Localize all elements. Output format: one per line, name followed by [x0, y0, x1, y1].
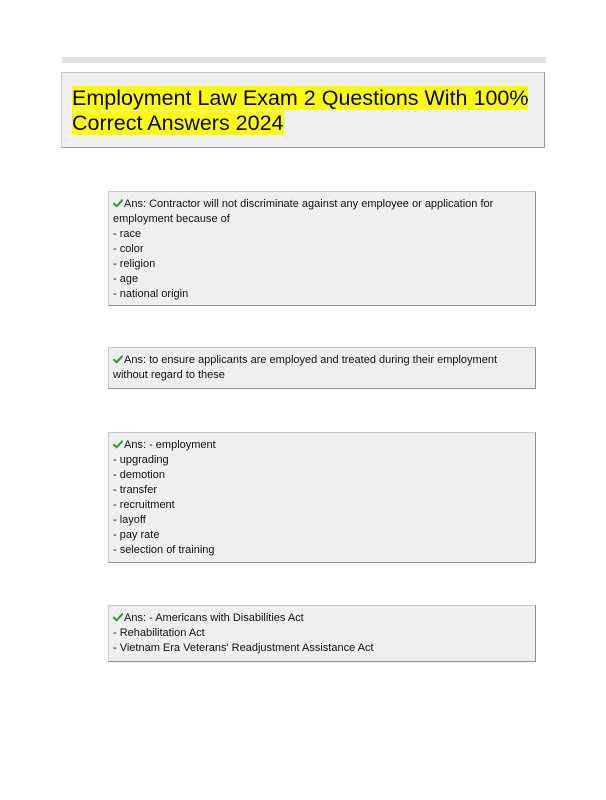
answer-text: Contractor will not discriminate against any employee or application for employment because of	[113, 198, 494, 225]
answer-list-item: - age	[113, 273, 139, 285]
answer-label: Ans:	[124, 198, 147, 210]
answer-list-item: - Vietnam Era Veterans' Readjustment Assistance Act	[113, 642, 374, 654]
answer-list-item: - upgrading	[113, 454, 169, 466]
answer-card-3	[108, 432, 536, 563]
answer-list-item: - race	[113, 228, 142, 240]
answer-list-item: - employment	[149, 439, 216, 451]
answer-card-4	[108, 605, 536, 662]
answer-list-item: - layoff	[113, 514, 146, 526]
answer-list-item: - transfer	[113, 484, 158, 496]
answer-text: to ensure applicants are employed and treated during their employment without regard to these	[113, 354, 498, 381]
answer-card-1	[108, 191, 536, 306]
answer-list-item: - recruitment	[113, 499, 175, 511]
check-icon	[113, 355, 123, 364]
answer-list-item: - Americans with Disabilities Act	[149, 612, 304, 624]
answer-list-item: - national origin	[113, 288, 189, 300]
answer-card-2	[108, 347, 536, 389]
answer-list-item: - Rehabilitation Act	[113, 627, 205, 639]
footer-right-obscured-text	[489, 768, 551, 777]
answer-list-item: - selection of training	[113, 544, 215, 556]
check-icon	[113, 199, 123, 208]
answer-list-item: - pay rate	[113, 529, 160, 541]
footer-left-obscured-text	[58, 768, 122, 777]
answer-label: Ans:	[124, 439, 147, 451]
check-icon	[113, 613, 123, 622]
top-divider	[62, 57, 546, 63]
answer-label: Ans:	[124, 354, 147, 366]
answer-first-line	[113, 438, 527, 453]
title-panel	[61, 72, 545, 148]
answer-list-item: - color	[113, 243, 144, 255]
page-title	[72, 86, 542, 135]
answer-first-line	[113, 611, 527, 626]
answer-list-item: - demotion	[113, 469, 165, 481]
title-highlight: Employment Law Exam 2 Questions With 100% Correct Answers 2024	[72, 86, 529, 135]
answer-label: Ans:	[124, 612, 147, 624]
check-icon	[113, 440, 123, 449]
answer-first-line	[113, 197, 527, 227]
answer-first-line	[113, 353, 527, 383]
answer-list-item: - religion	[113, 258, 156, 270]
